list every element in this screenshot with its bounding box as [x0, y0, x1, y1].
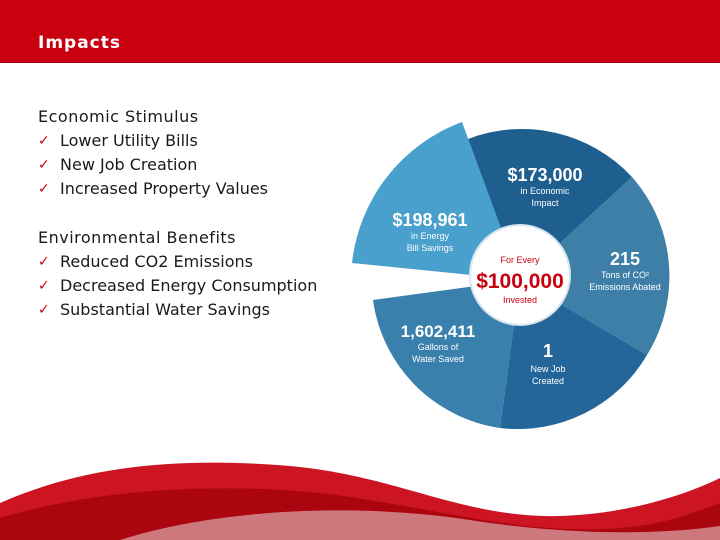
- economic-value: $173,000: [507, 165, 583, 185]
- list-item: ✓ Reduced CO2 Emissions: [38, 250, 358, 274]
- center-label-top: For Every: [500, 255, 540, 265]
- emissions-line1: Tons of CO²: [600, 270, 650, 280]
- emissions-line2: Emissions Abated: [589, 282, 661, 292]
- text-content: [38, 105, 358, 322]
- list-item: ✓ Lower Utility Bills: [38, 129, 358, 153]
- check-icon: ✓: [38, 278, 50, 294]
- new-job-line1: New Job: [530, 364, 566, 374]
- check-icon: ✓: [38, 254, 50, 270]
- environmental-heading: Environmental Benefits: [38, 228, 236, 247]
- new-job-line2: Created: [531, 376, 565, 386]
- check-icon: ✓: [38, 133, 50, 149]
- list-item: ✓ New Job Creation: [38, 153, 358, 177]
- check-icon: ✓: [38, 157, 50, 173]
- check-icon: ✓: [38, 302, 50, 318]
- new-job-value: 1: [542, 341, 554, 361]
- list-item: ✓ Increased Property Values: [38, 177, 358, 201]
- check-icon: ✓: [38, 181, 50, 197]
- slide-title: Impacts: [38, 33, 122, 53]
- water-line1: Gallons of: [417, 342, 459, 352]
- center-amount: $100,000: [476, 270, 564, 293]
- emissions-value: 215: [609, 249, 641, 269]
- list-item: ✓ Decreased Energy Consumption: [38, 274, 358, 298]
- water-line2: Water Saved: [412, 354, 464, 364]
- footer-wave: [0, 448, 720, 540]
- title-bar: [0, 0, 720, 63]
- list-item: ✓ Substantial Water Savings: [38, 298, 358, 322]
- energy-line2: Bill Savings: [406, 243, 454, 253]
- energy-line1: in Energy: [410, 231, 450, 241]
- economic-heading: Economic Stimulus: [38, 107, 199, 126]
- economic-list: [38, 129, 358, 201]
- economic-line1: in Economic: [520, 186, 570, 196]
- economic-line2: Impact: [531, 198, 559, 208]
- energy-value: $198,961: [392, 210, 468, 230]
- impact-infographic: [340, 95, 670, 435]
- environmental-list: [38, 250, 358, 322]
- water-value: 1,602,411: [400, 322, 476, 341]
- center-label-bottom: Invested: [502, 295, 538, 305]
